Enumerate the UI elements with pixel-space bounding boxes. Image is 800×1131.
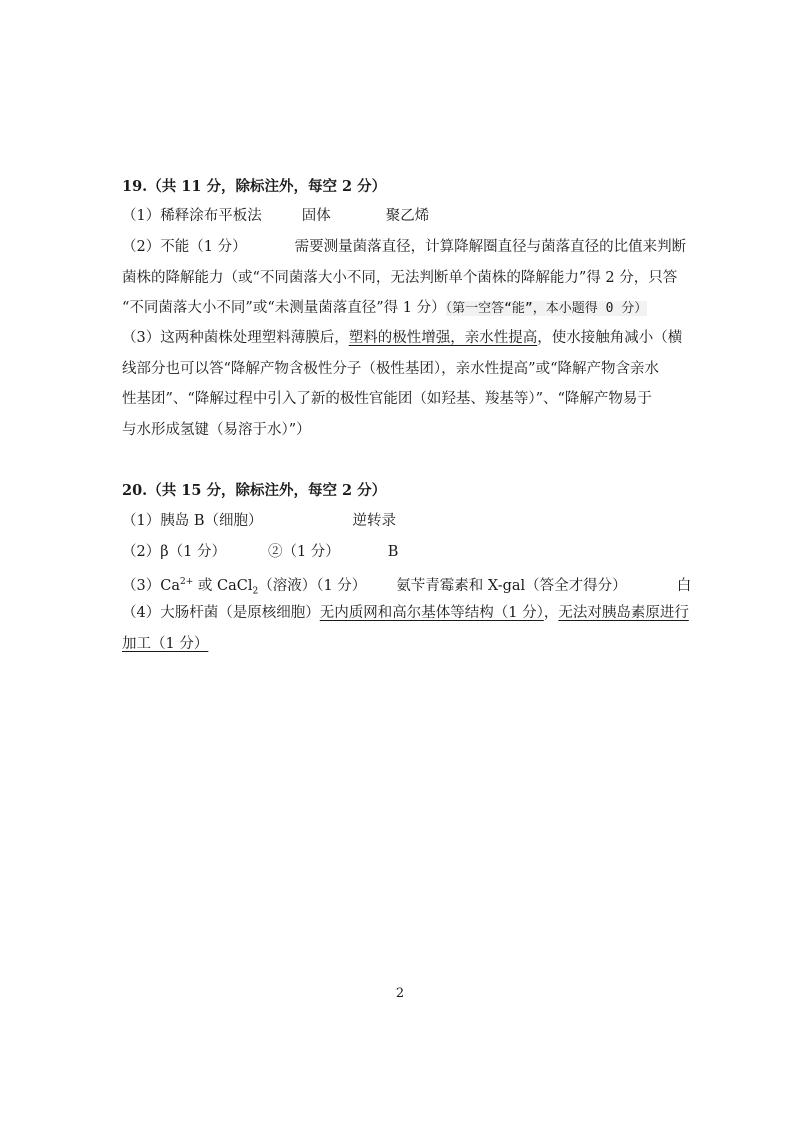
- q19-part2-line3-text: “不同菌落大小不同”或“未测量菌落直径”得 1 分）: [122, 300, 446, 316]
- q20-part3-answer1-charge: 2+: [179, 577, 194, 587]
- q19-part2-answer2: 需要测量菌落直径，计算降解圈直径与菌落直径的比值来判断: [294, 239, 687, 255]
- q20-part3-number: （3）: [122, 577, 161, 594]
- q20-part1-number: （1）: [122, 513, 161, 529]
- q19-heading: 19.（共 11 分，除标注外，每空 2 分）: [122, 178, 387, 195]
- q20-part4-underlined-3: 加工（1 分）: [122, 636, 209, 652]
- q20-part3-answer3: 白: [676, 577, 692, 594]
- q20-part3-answer1-subscript: 2: [252, 586, 259, 597]
- q19-part3-number: （3）: [122, 330, 161, 346]
- q19-part1-answer2: 固体: [301, 208, 331, 224]
- q20-part2-answer1: β（1 分）: [160, 544, 226, 560]
- q19-part3-text-pre: 这两种菌株处理塑料薄膜后，: [160, 330, 349, 346]
- q20-part2-answer3: B: [387, 544, 399, 560]
- q20-heading: 20.（共 15 分，除标注外，每空 2 分）: [122, 482, 387, 499]
- q20-part2-answer2: ②（1 分）: [267, 544, 340, 560]
- q19-part2-line3: [122, 298, 682, 319]
- q20-part3-answer1-cacl: 或 CaCl: [193, 577, 253, 594]
- q20-part4-comma: ，: [543, 605, 559, 621]
- q19-part3-line3: 性基团”、“降解过程中引入了新的极性官能团（如羟基、羧基等）”、“降解产物易于: [122, 391, 652, 407]
- q20-part4-number: （4）: [122, 605, 161, 621]
- q20-part1: [122, 511, 682, 531]
- q20-part4-line2: [122, 634, 682, 654]
- q19-part2-number: （2）: [122, 239, 161, 255]
- q19-part2-note: （第一空答“能”，本小题得 0 分）: [445, 301, 648, 316]
- q19-part3-line4: 与水形成氢键（易溶于水）”）: [122, 422, 311, 438]
- q20-part4-line1: [122, 603, 689, 623]
- q19-part1: [122, 206, 682, 226]
- q19-part3-text-post: ，使水接触角减小（横: [537, 330, 683, 346]
- q19-part2-line1: [122, 237, 687, 257]
- q19-part1-answer3: 聚乙烯: [385, 208, 430, 224]
- q19-part2-line2: 菌株的降解能力（或“不同菌落大小不同，无法判断单个菌株的降解能力”得 2 分，只答: [122, 270, 678, 286]
- q20-part3-answer2: 氨苄青霉素和 X-gal（答全才得分）: [396, 577, 627, 594]
- q20-part3: [122, 572, 692, 602]
- q20-part4-text-pre: 大肠杆菌（是原核细胞）: [160, 605, 320, 621]
- page-number: 2: [395, 986, 405, 1001]
- q20-part2: [122, 542, 682, 562]
- q19-part1-answer1: 稀释涂布平板法: [160, 208, 262, 224]
- q19-part1-number: （1）: [122, 208, 161, 224]
- q19-part3-underlined: 塑料的极性增强，亲水性提高: [348, 330, 538, 346]
- q19-part3-line1: [122, 328, 682, 348]
- q19-part2-answer1: 不能（1 分）: [160, 239, 247, 255]
- q19-part3-line2: 线部分也可以答“降解产物含极性分子（极性基团），亲水性提高”或“降解产物含亲水: [122, 361, 659, 377]
- q20-part4-underlined-1: 无内质网和高尔基体等结构（1 分）: [319, 605, 544, 621]
- q20-part2-number: （2）: [122, 544, 161, 560]
- q20-part3-answer1-ca: Ca: [160, 577, 180, 594]
- q20-part3-answer1-rest: （溶液）（1 分）: [258, 577, 367, 594]
- q20-part1-answer1: 胰岛 B（细胞）: [160, 513, 263, 529]
- q20-part4-underlined-2: 无法对胰岛素原进行: [558, 605, 689, 621]
- q20-part1-answer2: 逆转录: [352, 513, 396, 529]
